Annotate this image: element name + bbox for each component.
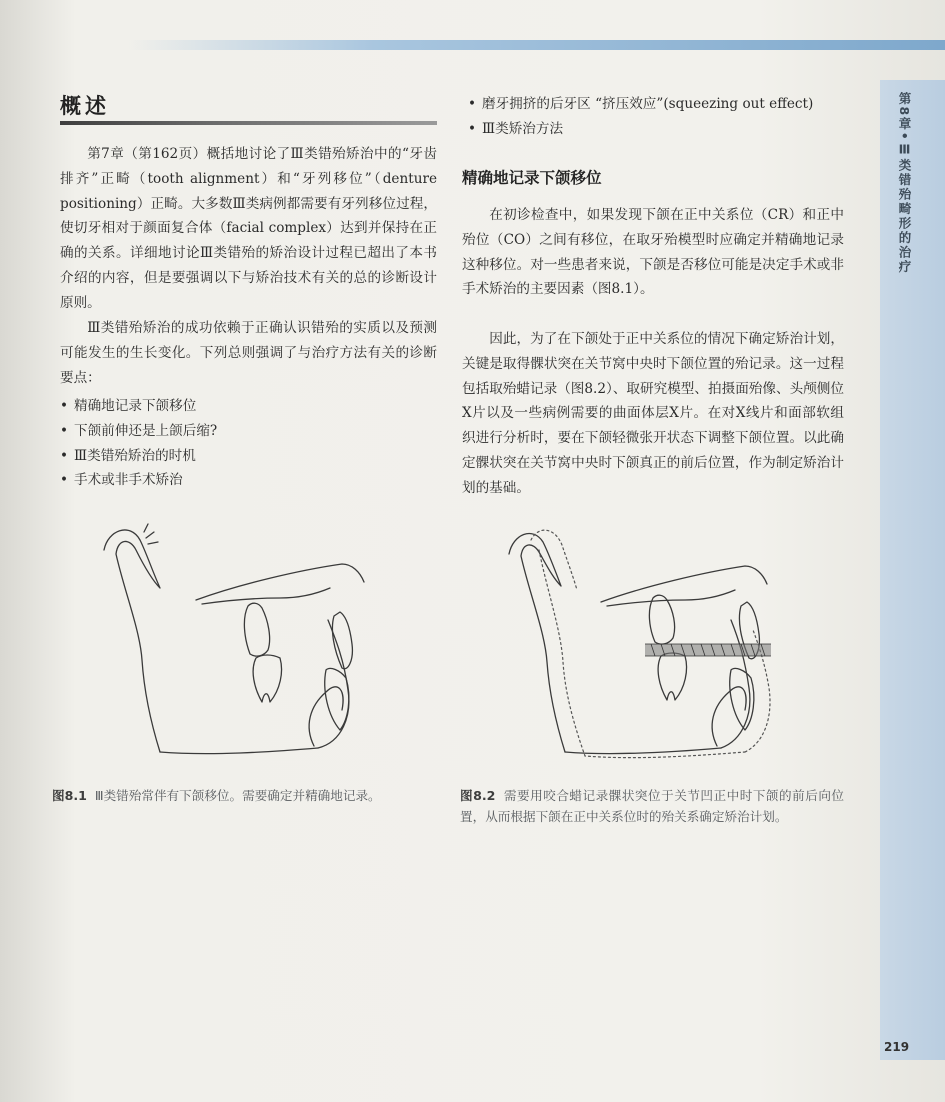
intro-paragraph-1: 第7章（第162页）概括地讨论了Ⅲ类错殆矫治中的“牙齿排齐”正畸（tooth alignment）和“牙列移位”（denture positioning）正畸。大多数Ⅲ类病例都需要有牙列移位过程，使切牙相对于颜面复合体（facial complex）达到并保持在正确的关系。详细地讨论Ⅲ类错殆的矫治设计过程已超出了本书介绍的内容，但是要强调以下与矫治技术有关的总的诊断设计原则。 — [60, 146, 437, 311]
bullet-dot-icon: • — [468, 120, 477, 137]
figure-8-2-jaw-drawing — [495, 520, 795, 770]
section-title-underline — [60, 121, 437, 125]
bullet-dot-icon: • — [468, 96, 477, 112]
figure-8-2-number: 图8.2 — [460, 788, 496, 803]
chapter-tab-label: 第8章•Ⅲ类错殆畸形的治疗 — [897, 92, 912, 275]
record-paragraph-1: 在初诊检查中，如果发现下颌在正中关系位（CR）和正中殆位（CO）之间有移位，在取牙殆模型时应确定并精确地记录这种移位。对一些患者来说，下颌是否移位可能是决定手术或非手术矫治的主要因素（图8.1）。 — [462, 207, 844, 298]
bite-wax-record — [645, 644, 771, 656]
bullet-dot-icon: • — [60, 422, 69, 439]
subsection-title: 精确地记录下颌移位 — [462, 169, 602, 187]
diagnosis-bullet-list — [60, 394, 217, 493]
bullet-item: • Ⅲ类错殆矫治的时机 — [60, 444, 217, 469]
bullet-dot-icon: • — [60, 398, 69, 414]
bullet-item: • 磨牙拥挤的后牙区 “挤压效应”(squeezing out effect) — [468, 92, 813, 117]
bullet-item: • Ⅲ类矫治方法 — [468, 117, 813, 142]
figure-8-2-caption: 图8.2 需要用咬合蜡记录髁状突位于关节凹正中时下颌的前后向位置，从而根据下颌在正中关系位时的殆关系确定矫治计划。 — [460, 788, 845, 824]
bullet-dot-icon: • — [60, 447, 69, 464]
bullet-dot-icon: • — [60, 472, 69, 489]
figure-8-1-caption: 图8.1 Ⅲ类错殆常伴有下颌移位。需要确定并精确地记录。 — [52, 788, 381, 803]
intro-paragraph-2: Ⅲ类错殆矫治的成功依赖于正确认识错殆的实质以及预测可能发生的生长变化。下列总则强调了与治疗方法有关的诊断要点： — [60, 320, 437, 386]
bullet-item: • 精确地记录下颌移位 — [60, 394, 217, 419]
section-title: 概述 — [60, 94, 110, 118]
header-rule — [128, 40, 945, 50]
figure-8-1-number: 图8.1 — [52, 788, 87, 803]
continued-bullet-list — [468, 92, 813, 142]
record-paragraph-2: 因此，为了在下颌处于正中关系位的情况下确定矫治计划，关键是取得髁状突在关节窝中央时下颌位置的殆记录。这一过程包括取殆蜡记录（图8.2）、取研究模型、拍摄面殆像、头颅侧位X片以及一些病例需要的曲面体层X片。在对X线片和面部软组织进行分析时，要在下颌轻微张开状态下调整下颌位置。以此确定髁状突在关节窝中央时下颌真正的前后位置，作为制定矫治计划的基础。 — [462, 331, 844, 496]
bullet-item: • 手术或非手术矫治 — [60, 468, 217, 493]
page-number: 219 — [884, 1040, 910, 1054]
figure-8-1-jaw-drawing — [90, 520, 390, 770]
bullet-item: • 下颌前伸还是上颌后缩? — [60, 419, 217, 444]
